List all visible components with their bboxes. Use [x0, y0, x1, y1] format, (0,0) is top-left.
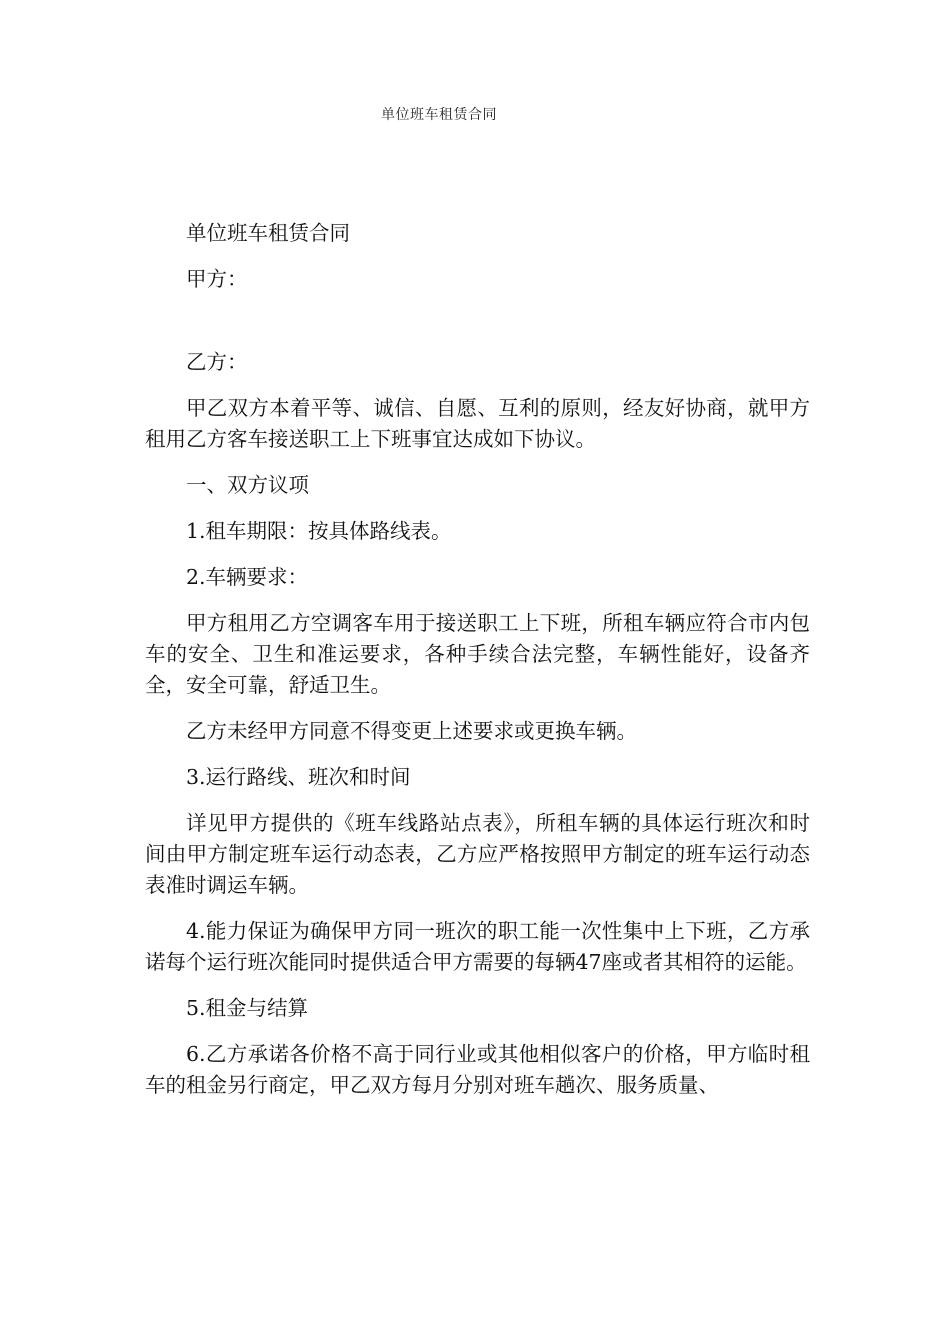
clause-3-text: 详见甲方提供的《班车线路站点表》，所租车辆的具体运行班次和时间由甲方制定班车运行动态表，乙方应严格按照甲方制定的班车运行动态表准时调运车辆。: [145, 811, 810, 897]
intro-paragraph: 甲乙双方本着平等、诚信、自愿、互利的原则，经友好协商，就甲方租用乙方客车接送职工上下班事宜达成如下协议。: [145, 396, 810, 451]
clause-4-capacity: 4.能力保证为确保甲方同一班次的职工能一次性集中上下班，乙方承诺每个运行班次能同时提供适合甲方需要的每辆47座或者其相符的运能。: [145, 919, 810, 974]
clause-1-rental-period: 1.租车期限：按具体路线表。: [186, 519, 452, 543]
clause-2-text: 甲方租用乙方空调客车用于接送职工上下班，所租车辆应符合市内包车的安全、卫生和准运要求，各种手续合法完整，车辆性能好，设备齐全，安全可靠，舒适卫生。: [145, 611, 810, 697]
clause-3-heading: 3.运行路线、班次和时间: [186, 765, 411, 789]
clause-6-pricing: 6.乙方承诺各价格不高于同行业或其他相似客户的价格，甲方临时租车的租金另行商定，甲乙双方每月分别对班车趟次、服务质量、: [145, 1042, 810, 1097]
contract-title: 单位班车租赁合同: [186, 221, 350, 245]
contract-body: [145, 218, 810, 1101]
clause-2-note: 乙方未经甲方同意不得变更上述要求或更换车辆。: [186, 719, 637, 743]
clause-5-heading: 5.租金与结算: [186, 996, 309, 1020]
party-b-label: 乙方：: [186, 350, 248, 374]
page-header: 单位班车租赁合同: [381, 107, 497, 123]
clause-2-heading: 2.车辆要求：: [186, 565, 309, 589]
section-heading-1: 一、双方议项: [186, 473, 309, 497]
party-a-label: 甲方：: [186, 267, 248, 291]
